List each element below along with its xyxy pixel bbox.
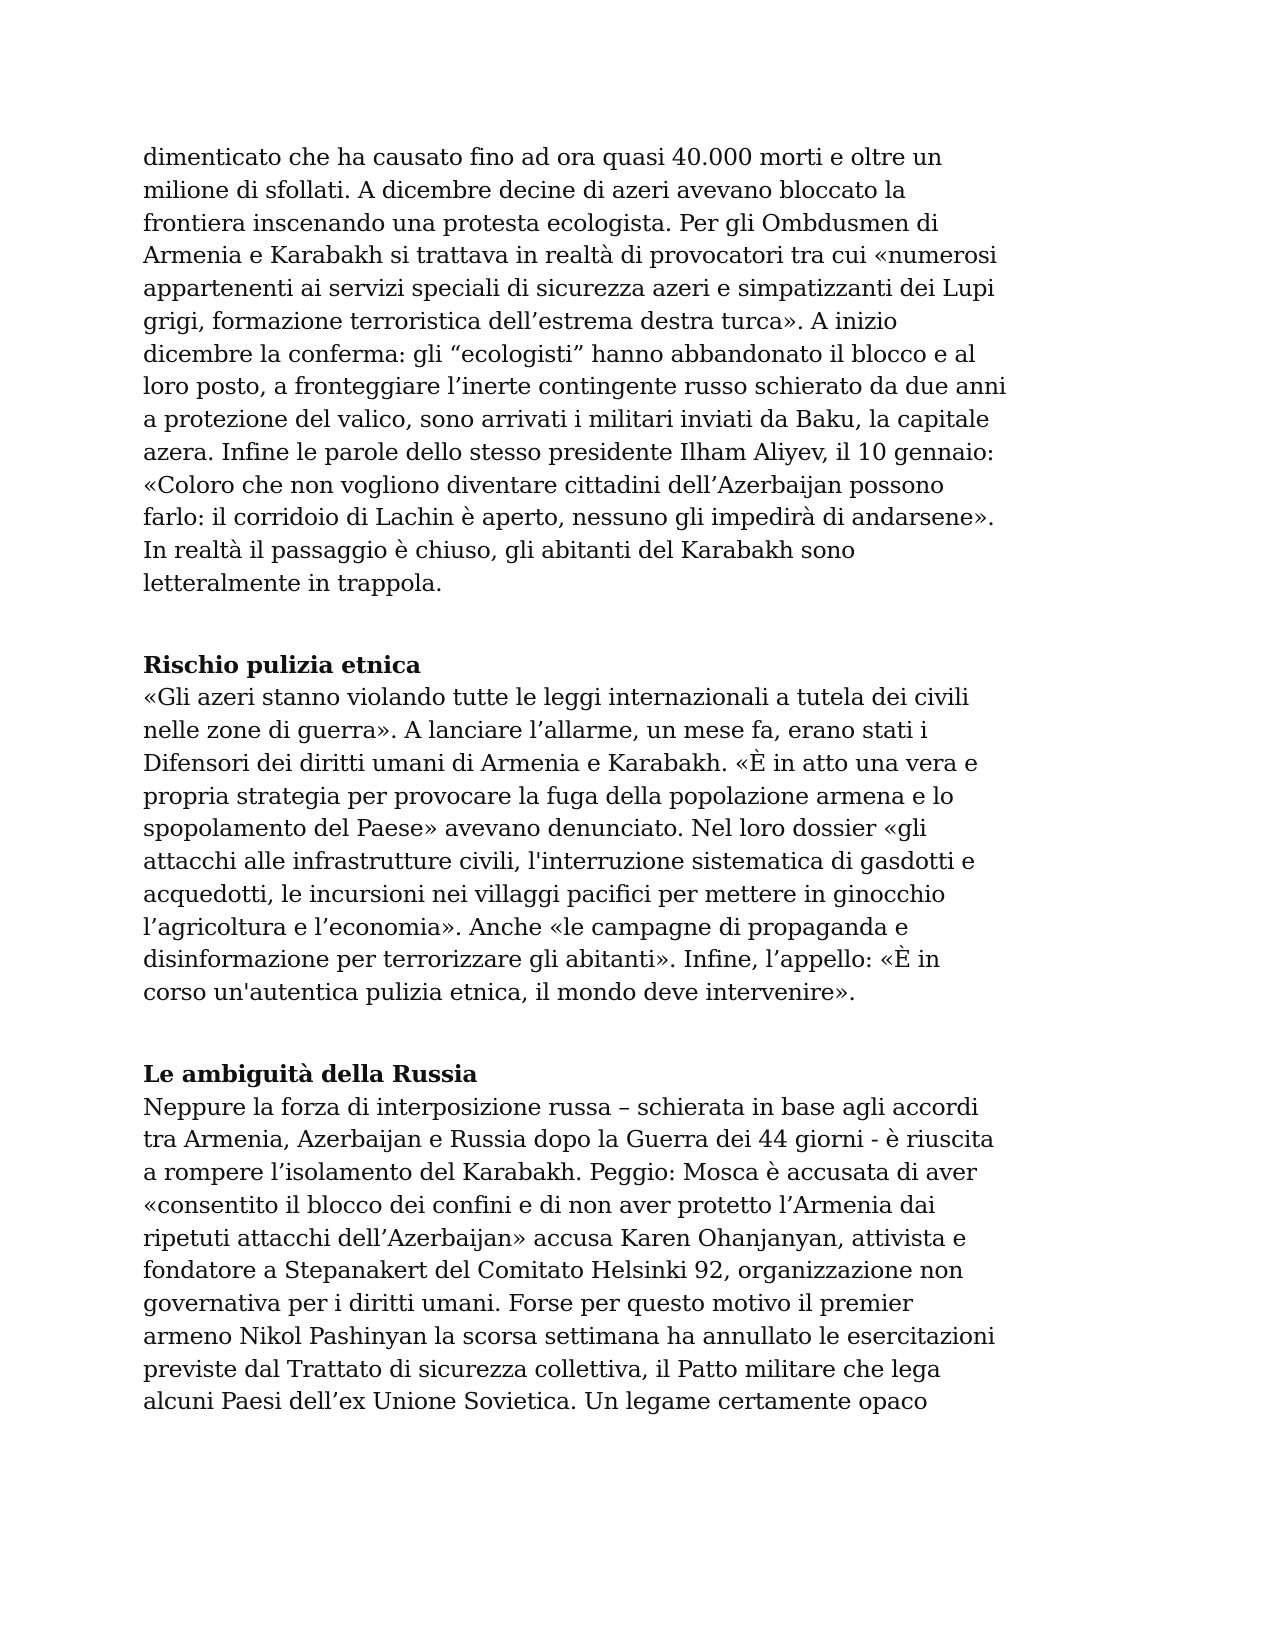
document-page [143,141,1103,1418]
text-line: grigi, formazione terroristica dell’estrema destra turca». A inizio [143,306,898,335]
text-line: nelle zone di guerra». A lanciare l’allarme, un mese fa, erano stati i [143,716,928,744]
paragraph-spacer [143,600,1103,649]
text-line: Armenia e Karabakh si trattava in realtà di provocatori tra cui «numerosi [143,241,997,270]
text-line: ripetuti attacchi dell’Azerbaijan» accusa Karen Ohanjanyan, attivista e [143,1223,967,1252]
text-line: farlo: il corridoio di Lachin è aperto, nessuno gli impedirà di andarsene». [143,503,995,532]
text-line: governativa per i diritti umani. Forse per questo motivo il premier [143,1289,913,1317]
text-line: spopolamento del Paese» avevano denunciato. Nel loro dossier «gli [143,814,927,843]
text-line: «Gli azeri stanno violando tutte le leggi internazionali a tutela dei civili [143,683,969,712]
text-line: «consentito il blocco dei confini e di non aver protetto l’Armenia dai [143,1190,936,1219]
text-line: previste dal Trattato di sicurezza collettiva, il Patto militare che lega [143,1354,941,1383]
text-line: corso un'autentica pulizia etnica, il mondo deve intervenire». [143,978,856,1006]
text-line: propria strategia per provocare la fuga della popolazione armena e lo [143,781,954,810]
text-line: tra Armenia, Azerbaijan e Russia dopo la Guerra dei 44 giorni - è riuscita [143,1125,994,1154]
section-heading: Rischio pulizia etnica [143,650,421,679]
section-heading: Le ambiguità della Russia [143,1059,478,1088]
text-line: dimenticato che ha causato fino ad ora quasi 40.000 morti e oltre un [143,143,943,171]
text-line: azera. Infine le parole dello stesso presidente Ilham Aliyev, il 10 gennaio: [143,437,995,466]
text-line: acquedotti, le incursioni nei villaggi pacifici per mettere in ginocchio [143,879,946,908]
text-line: alcuni Paesi dell’ex Unione Sovietica. Un legame certamente opaco [143,1387,928,1416]
text-line: Difensori dei diritti umani di Armenia e Karabakh. «È in atto una vera e [143,748,978,777]
text-line: Neppure la forza di interposizione russa – schierata in base agli accordi [143,1092,979,1121]
text-line: In realtà il passaggio è chiuso, gli abitanti del Karabakh sono [143,536,855,564]
text-line: attacchi alle infrastrutture civili, l'interruzione sistematica di gasdotti e [143,847,975,875]
text-line: letteralmente in trappola. [143,568,443,597]
text-line: loro posto, a fronteggiare l’inerte contingente russo schierato da due anni [143,372,1006,401]
section-rischio-pulizia-etnica [143,649,1103,1009]
text-line: l’agricoltura e l’economia». Anche «le campagne di propaganda e [143,912,909,941]
paragraph-spacer [143,1009,1103,1058]
section-ambiguita-russia [143,1058,1103,1418]
text-line: a protezione del valico, sono arrivati i militari inviati da Baku, la capitale [143,405,990,433]
text-line: milione di sfollati. A dicembre decine di azeri avevano bloccato la [143,175,906,204]
text-line: «Coloro che non vogliono diventare cittadini dell’Azerbaijan possono [143,470,944,499]
text-line: appartenenti ai servizi speciali di sicurezza azeri e simpatizzanti dei Lupi [143,274,995,302]
text-line: fondatore a Stepanakert del Comitato Helsinki 92, organizzazione non [143,1256,964,1285]
text-line: a rompere l’isolamento del Karabakh. Peggio: Mosca è accusata di aver [143,1158,977,1186]
text-line: dicembre la conferma: gli “ecologisti” hanno abbandonato il blocco e al [143,339,976,368]
text-line: frontiera inscenando una protesta ecologista. Per gli Ombdusmen di [143,208,939,237]
text-line: disinformazione per terrorizzare gli abitanti». Infine, l’appello: «È in [143,945,940,974]
text-line: armeno Nikol Pashinyan la scorsa settimana ha annullato le esercitazioni [143,1321,995,1350]
intro-paragraph [143,141,1103,600]
